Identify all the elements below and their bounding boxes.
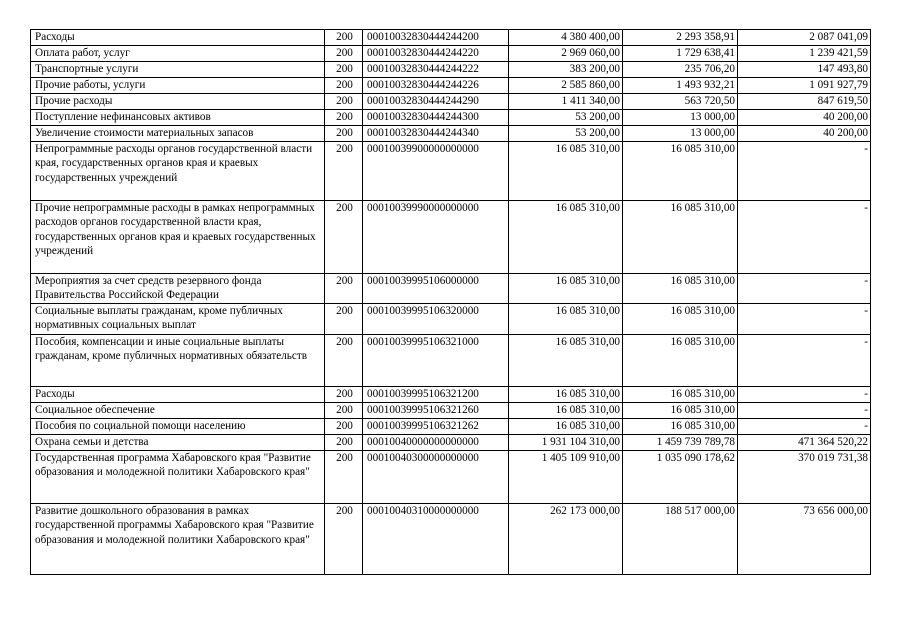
row-approved-cell: 2 969 060,00 xyxy=(509,45,623,61)
row-approved-cell: 4 380 400,00 xyxy=(509,30,623,46)
row-code-cell: 200 xyxy=(325,402,363,418)
row-unexecuted-cell: - xyxy=(738,402,871,418)
row-unexecuted-cell: - xyxy=(738,334,871,386)
table-row xyxy=(31,125,871,141)
row-name-cell: Расходы xyxy=(31,386,325,402)
row-kbk-cell: 00010039995106321260 xyxy=(363,402,509,418)
row-approved-cell: 383 200,00 xyxy=(509,61,623,77)
row-approved-cell: 2 585 860,00 xyxy=(509,77,623,93)
row-code-cell: 200 xyxy=(325,61,363,77)
row-name-cell: Прочие работы, услуги xyxy=(31,77,325,93)
row-unexecuted-cell: 847 619,50 xyxy=(738,93,871,109)
row-executed-cell: 16 085 310,00 xyxy=(623,386,738,402)
row-name-cell: Оплата работ, услуг xyxy=(31,45,325,61)
row-code-cell: 200 xyxy=(325,273,363,303)
row-unexecuted-cell: - xyxy=(738,303,871,334)
row-code-cell: 200 xyxy=(325,434,363,450)
table-row xyxy=(31,77,871,93)
row-approved-cell: 16 085 310,00 xyxy=(509,386,623,402)
table-row xyxy=(31,30,871,46)
table-row xyxy=(31,273,871,303)
row-unexecuted-cell: - xyxy=(738,418,871,434)
row-unexecuted-cell: 1 091 927,79 xyxy=(738,77,871,93)
row-name-cell: Государственная программа Хабаровского края "Развитие образования и молодежной политики Хабаровского края" xyxy=(31,450,325,503)
row-executed-cell: 188 517 000,00 xyxy=(623,503,738,574)
row-name-cell: Пособия по социальной помощи населению xyxy=(31,418,325,434)
row-approved-cell: 262 173 000,00 xyxy=(509,503,623,574)
row-executed-cell: 16 085 310,00 xyxy=(623,273,738,303)
row-kbk-cell: 00010032830444244226 xyxy=(363,77,509,93)
row-unexecuted-cell: 471 364 520,22 xyxy=(738,434,871,450)
row-approved-cell: 16 085 310,00 xyxy=(509,200,623,273)
row-executed-cell: 16 085 310,00 xyxy=(623,141,738,200)
row-executed-cell: 1 729 638,41 xyxy=(623,45,738,61)
row-executed-cell: 235 706,20 xyxy=(623,61,738,77)
table-row xyxy=(31,450,871,503)
row-name-cell: Мероприятия за счет средств резервного фонда Правительства Российской Федерации xyxy=(31,273,325,303)
row-kbk-cell: 00010032830444244220 xyxy=(363,45,509,61)
row-approved-cell: 16 085 310,00 xyxy=(509,402,623,418)
row-approved-cell: 16 085 310,00 xyxy=(509,141,623,200)
row-kbk-cell: 00010039995106321000 xyxy=(363,334,509,386)
row-name-cell: Социальные выплаты гражданам, кроме публичных нормативных социальных выплат xyxy=(31,303,325,334)
row-code-cell: 200 xyxy=(325,450,363,503)
row-approved-cell: 53 200,00 xyxy=(509,109,623,125)
row-executed-cell: 13 000,00 xyxy=(623,109,738,125)
row-kbk-cell: 00010040300000000000 xyxy=(363,450,509,503)
row-executed-cell: 16 085 310,00 xyxy=(623,303,738,334)
row-unexecuted-cell: - xyxy=(738,273,871,303)
row-kbk-cell: 00010039995106321262 xyxy=(363,418,509,434)
row-name-cell: Пособия, компенсации и иные социальные выплаты гражданам, кроме публичных нормативных обязательств xyxy=(31,334,325,386)
row-kbk-cell: 00010032830444244290 xyxy=(363,93,509,109)
table-row xyxy=(31,141,871,200)
table-row xyxy=(31,334,871,386)
row-approved-cell: 1 405 109 910,00 xyxy=(509,450,623,503)
row-unexecuted-cell: - xyxy=(738,141,871,200)
row-code-cell: 200 xyxy=(325,200,363,273)
table-row xyxy=(31,503,871,574)
row-name-cell: Прочие непрограммные расходы в рамках непрограммных расходов органов государственной власти края, государственных органов края и краевых государственных учреждений xyxy=(31,200,325,273)
row-kbk-cell: 00010039900000000000 xyxy=(363,141,509,200)
row-executed-cell: 1 459 739 789,78 xyxy=(623,434,738,450)
row-code-cell: 200 xyxy=(325,503,363,574)
row-kbk-cell: 00010032830444244222 xyxy=(363,61,509,77)
row-name-cell: Поступление нефинансовых активов xyxy=(31,109,325,125)
row-approved-cell: 16 085 310,00 xyxy=(509,334,623,386)
row-kbk-cell: 00010039995106000000 xyxy=(363,273,509,303)
row-unexecuted-cell: - xyxy=(738,386,871,402)
table-body xyxy=(31,30,871,575)
row-kbk-cell: 00010040310000000000 xyxy=(363,503,509,574)
row-code-cell: 200 xyxy=(325,141,363,200)
row-executed-cell: 16 085 310,00 xyxy=(623,334,738,386)
row-code-cell: 200 xyxy=(325,334,363,386)
row-code-cell: 200 xyxy=(325,30,363,46)
row-approved-cell: 16 085 310,00 xyxy=(509,273,623,303)
row-kbk-cell: 00010032830444244340 xyxy=(363,125,509,141)
table-row xyxy=(31,402,871,418)
table-row xyxy=(31,45,871,61)
row-kbk-cell: 00010040000000000000 xyxy=(363,434,509,450)
table-row xyxy=(31,434,871,450)
row-executed-cell: 2 293 358,91 xyxy=(623,30,738,46)
table-row xyxy=(31,93,871,109)
row-code-cell: 200 xyxy=(325,125,363,141)
row-code-cell: 200 xyxy=(325,386,363,402)
row-approved-cell: 1 931 104 310,00 xyxy=(509,434,623,450)
row-name-cell: Увеличение стоимости материальных запасов xyxy=(31,125,325,141)
row-executed-cell: 1 035 090 178,62 xyxy=(623,450,738,503)
row-executed-cell: 16 085 310,00 xyxy=(623,402,738,418)
row-executed-cell: 13 000,00 xyxy=(623,125,738,141)
row-unexecuted-cell: 2 087 041,09 xyxy=(738,30,871,46)
row-code-cell: 200 xyxy=(325,77,363,93)
table-row xyxy=(31,303,871,334)
row-approved-cell: 1 411 340,00 xyxy=(509,93,623,109)
row-executed-cell: 16 085 310,00 xyxy=(623,418,738,434)
row-code-cell: 200 xyxy=(325,45,363,61)
row-executed-cell: 16 085 310,00 xyxy=(623,200,738,273)
table-row xyxy=(31,109,871,125)
row-approved-cell: 16 085 310,00 xyxy=(509,418,623,434)
row-unexecuted-cell: 147 493,80 xyxy=(738,61,871,77)
row-unexecuted-cell: 1 239 421,59 xyxy=(738,45,871,61)
row-executed-cell: 563 720,50 xyxy=(623,93,738,109)
row-unexecuted-cell: 40 200,00 xyxy=(738,125,871,141)
row-name-cell: Охрана семьи и детства xyxy=(31,434,325,450)
row-unexecuted-cell: - xyxy=(738,200,871,273)
row-name-cell: Социальное обеспечение xyxy=(31,402,325,418)
table-row xyxy=(31,61,871,77)
row-kbk-cell: 00010032830444244200 xyxy=(363,30,509,46)
row-approved-cell: 16 085 310,00 xyxy=(509,303,623,334)
row-kbk-cell: 00010032830444244300 xyxy=(363,109,509,125)
budget-execution-table xyxy=(30,29,871,575)
row-name-cell: Прочие расходы xyxy=(31,93,325,109)
row-name-cell: Расходы xyxy=(31,30,325,46)
row-kbk-cell: 00010039990000000000 xyxy=(363,200,509,273)
row-code-cell: 200 xyxy=(325,109,363,125)
row-name-cell: Развитие дошкольного образования в рамках государственной программы Хабаровского края "Развитие образования и молодежной политики Хабаровского края" xyxy=(31,503,325,574)
row-unexecuted-cell: 40 200,00 xyxy=(738,109,871,125)
row-code-cell: 200 xyxy=(325,303,363,334)
row-executed-cell: 1 493 932,21 xyxy=(623,77,738,93)
row-approved-cell: 53 200,00 xyxy=(509,125,623,141)
row-code-cell: 200 xyxy=(325,418,363,434)
row-name-cell: Транспортные услуги xyxy=(31,61,325,77)
row-code-cell: 200 xyxy=(325,93,363,109)
table-row xyxy=(31,200,871,273)
row-kbk-cell: 00010039995106320000 xyxy=(363,303,509,334)
row-kbk-cell: 00010039995106321200 xyxy=(363,386,509,402)
row-unexecuted-cell: 73 656 000,00 xyxy=(738,503,871,574)
row-name-cell: Непрограммные расходы органов государственной власти края, государственных органов края и краевых государственных учреждений xyxy=(31,141,325,200)
row-unexecuted-cell: 370 019 731,38 xyxy=(738,450,871,503)
table-row xyxy=(31,386,871,402)
table-row xyxy=(31,418,871,434)
